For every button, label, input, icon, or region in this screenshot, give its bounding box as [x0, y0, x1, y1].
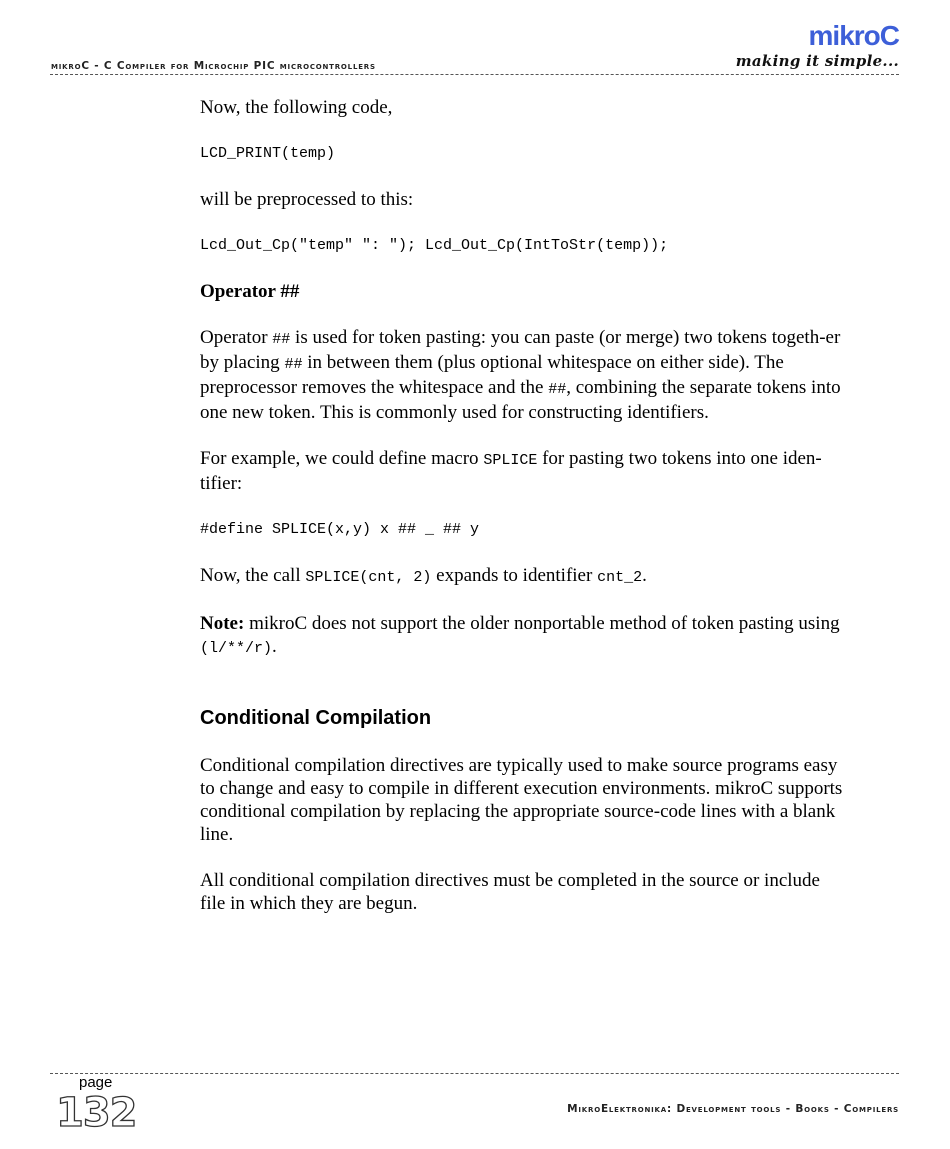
text: mikroC does not support the older nonportable method of token pasting using [244, 613, 840, 634]
section-heading: Conditional Compilation [200, 707, 432, 729]
note-paragraph [200, 612, 850, 660]
brand-logo: mikroC [808, 20, 899, 51]
page-label: page [79, 1074, 113, 1091]
paragraph: Now, the following code, [200, 97, 393, 118]
inline-code: ## [284, 356, 303, 373]
text: . [272, 636, 277, 657]
text: . [642, 565, 647, 586]
text: For example, we could define macro [200, 448, 484, 469]
note-label: Note: [200, 613, 245, 634]
inline-code: ## [272, 331, 291, 348]
footer-publisher: MikroElektronika: Development tools - Books - Compilers [567, 1103, 899, 1115]
code-block: Lcd_Out_Cp("temp" ": "); Lcd_Out_Cp(IntToStr(temp)); [200, 237, 669, 254]
text: , combining the separate tokens into one new token. This is commonly used for constructing identifiers. [200, 377, 841, 423]
text: for pasting two tokens into one iden-tifier: [200, 448, 822, 494]
paragraph [200, 564, 850, 589]
subheading-operator: Operator ## [200, 281, 300, 302]
text: in between them (plus optional whitespace on either side). The preprocessor removes the whitespace and the [200, 352, 784, 398]
paragraph [200, 447, 850, 495]
inline-code: ## [548, 381, 567, 398]
inline-code: SPLICE(cnt, 2) [305, 569, 432, 586]
code-block: #define SPLICE(x,y) x ## _ ## y [200, 521, 480, 538]
inline-code: (l/**/r) [200, 640, 273, 657]
paragraph: All conditional compilation directives must be completed in the source or include file in which they are begun. [200, 870, 820, 914]
text: Now, the call [200, 565, 306, 586]
footer-divider [50, 1073, 899, 1074]
code-block: LCD_PRINT(temp) [200, 145, 336, 162]
text: is used for token pasting: you can paste (or merge) two tokens togeth-er by placing [200, 327, 841, 373]
inline-code: SPLICE [483, 452, 538, 469]
paragraph: will be preprocessed to this: [200, 189, 414, 210]
page-number: 132 [56, 1090, 137, 1136]
header-title: mikroC - C Compiler for Microchip PIC microcontrollers [51, 60, 376, 72]
inline-code: cnt_2 [597, 569, 643, 586]
brand-tagline: making it simple... [735, 52, 899, 70]
header-divider [50, 74, 899, 75]
paragraph [200, 326, 850, 424]
page-content [200, 96, 850, 938]
text: Operator [200, 327, 273, 348]
paragraph: Conditional compilation directives are typically used to make source programs easy to change and easy to compile in different execution environments. mikroC supports conditional compilation by replacing the appropriate source-code lines with a blank line. [200, 755, 843, 845]
text: expands to identifier [431, 565, 598, 586]
